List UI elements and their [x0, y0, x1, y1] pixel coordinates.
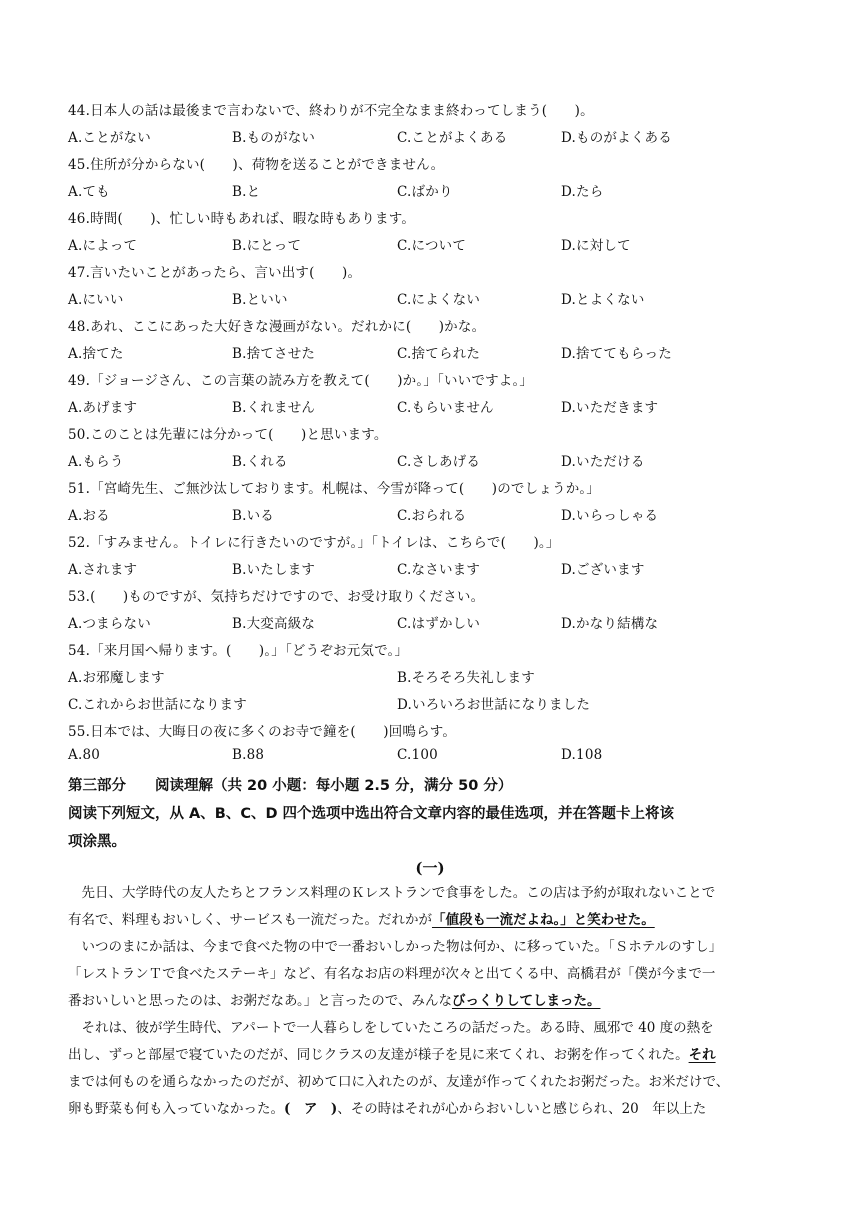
passage-text: 卵も野菜も何も入っていなかった。 — [68, 1101, 284, 1117]
passage-text: 、その時はそれが心からおいしいと感じられ、20 年以上た — [337, 1101, 707, 1117]
blank-marker: ( ア ) — [284, 1101, 338, 1117]
option-51-a: A.おる — [68, 508, 110, 524]
option-45-a: A.ても — [68, 184, 110, 200]
option-55-a: A.80 — [68, 747, 101, 763]
passage-line: までは何ものを通らなかったのだが、初めて口に入れたのが、友達が作ってくれたお粥だった。お米だけで、 — [68, 1074, 730, 1090]
option-55-c: C.100 — [397, 747, 438, 763]
option-52-d: D.ございます — [561, 562, 645, 578]
option-53-b: B.大変高級な — [232, 616, 316, 632]
question-44: 44.日本人の話は最後まで言わないで、終わりが不完全なまま終わってしまう( )。 — [68, 103, 594, 119]
passage-line — [68, 907, 796, 934]
option-50-c: C.さしあげる — [397, 454, 481, 470]
question-47: 47.言いたいことがあったら、言い出す( )。 — [68, 265, 362, 281]
option-47-c: C.によくない — [397, 292, 481, 308]
option-48-a: A.捨てた — [68, 346, 124, 362]
option-46-c: C.について — [397, 238, 467, 254]
question-45: 45.住所が分からない( )、荷物を送ることができません。 — [68, 157, 445, 173]
option-47-d: D.とよくない — [561, 292, 645, 308]
option-54-a: A.お邪魔します — [68, 670, 165, 686]
option-50-b: B.くれる — [232, 454, 288, 470]
option-54-b: B.そろそろ失礼します — [397, 670, 535, 686]
option-51-d: D.いらっしゃる — [561, 508, 659, 524]
option-49-a: A.あげます — [68, 400, 138, 416]
option-44-c: C.ことがよくある — [397, 130, 508, 146]
passage-line: それは、彼が学生時代、アパートで一人暮らしをしていたころの話だった。ある時、風邪で 40 度の熱を — [68, 1020, 714, 1036]
option-53-a: A.つまらない — [68, 616, 151, 632]
question-55: 55.日本では、大晦日の夜に多くのお寺で鐘を( )回鳴らす。 — [68, 724, 457, 740]
passage-line — [68, 1096, 796, 1123]
question-46: 46.時間( )、忙しい時もあれば、暇な時もあります。 — [68, 211, 416, 227]
option-55-d: D.108 — [561, 747, 603, 763]
option-51-c: C.おられる — [397, 508, 467, 524]
option-52-b: B.いたします — [232, 562, 316, 578]
question-54: 54.「来月国へ帰ります。( )。」「どうぞお元気で。」 — [68, 643, 409, 659]
passage-number: (一) — [415, 859, 445, 877]
option-51-b: B.いる — [232, 508, 275, 524]
option-54-d: D.いろいろお世話になりました — [397, 697, 591, 713]
option-48-d: D.捨ててもらった — [561, 346, 672, 362]
option-48-b: B.捨てさせた — [232, 346, 316, 362]
option-52-a: A.されます — [68, 562, 138, 578]
option-50-d: D.いただける — [561, 454, 645, 470]
option-45-d: D.たら — [561, 184, 604, 200]
section-instruction-line2: 项涂黑。 — [68, 834, 126, 850]
option-49-c: C.もらいません — [397, 400, 494, 416]
passage-line: いつのまにか話は、今まで食べた物の中で一番おいしかった物は何か、に移っていた。「Ｓホテルのすし」 — [68, 939, 723, 955]
question-48: 48.あれ、ここにあった大好きな漫画がない。だれかに( )かな。 — [68, 319, 486, 335]
option-52-c: C.なさいます — [397, 562, 481, 578]
option-47-a: A.にいい — [68, 292, 124, 308]
option-46-a: A.によって — [68, 238, 138, 254]
option-49-d: D.いただきます — [561, 400, 659, 416]
question-53: 53.( )ものですが、気持ちだけですので、お受け取りください。 — [68, 589, 485, 605]
option-46-b: B.にとって — [232, 238, 302, 254]
passage-line — [68, 1042, 796, 1069]
option-54-c: C.これからお世話になります — [68, 697, 247, 713]
option-46-d: D.に対して — [561, 238, 631, 254]
option-49-b: B.くれません — [232, 400, 316, 416]
option-53-c: C.はずかしい — [397, 616, 481, 632]
option-44-b: B.ものがない — [232, 130, 316, 146]
question-49: 49.「ジョージさん、この言葉の読み方を教えて( )か。」「いいですよ。」 — [68, 373, 534, 389]
underlined-phrase: びっくりしてしまった。 — [451, 993, 601, 1009]
option-44-d: D.ものがよくある — [561, 130, 672, 146]
passage-text: 番おいしいと思ったのは、お粥だなあ。」と言ったので、みんな — [68, 993, 452, 1009]
option-44-a: A.ことがない — [68, 130, 151, 146]
question-51: 51.「宮崎先生、ご無沙汰しております。札幌は、今雪が降って( )のでしょうか。」 — [68, 481, 601, 497]
underlined-word: それ — [688, 1047, 716, 1063]
passage-line — [68, 988, 796, 1015]
underlined-phrase: 「値段も一流だよね。」と笑わせた。 — [431, 912, 655, 928]
option-48-c: C.捨てられた — [397, 346, 481, 362]
section-title: 第三部分 阅读理解（共 20 小题：每小题 2.5 分，满分 50 分） — [68, 778, 513, 794]
passage-text: 出し、ずっと部屋で寝ていたのだが、同じクラスの友達が様子を見に来てくれ、お粥を作ってくれた。 — [68, 1047, 689, 1063]
option-45-b: B.と — [232, 184, 261, 200]
option-55-b: B.88 — [232, 747, 265, 763]
passage-line: 「レストランＴで食べたステーキ」など、有名なお店の料理が次々と出てくる中、高橋君が「僕が今まで一 — [68, 966, 716, 982]
section-instruction-line1: 阅读下列短文，从 A、B、C、D 四个选项中选出符合文章内容的最佳选项，并在答题卡上将该 — [68, 806, 675, 822]
option-50-a: A.もらう — [68, 454, 124, 470]
option-47-b: B.といい — [232, 292, 288, 308]
option-53-d: D.かなり結構な — [561, 616, 659, 632]
passage-text: 有名で、料理もおいしく、サービスも一流だった。だれかが — [68, 912, 432, 928]
question-52: 52.「すみません。トイレに行きたいのですが。」「トイレは、こちらで( )。」 — [68, 535, 560, 551]
option-45-c: C.ばかり — [397, 184, 453, 200]
passage-line: 先日、大学時代の友人たちとフランス料理のＫレストランで食事をした。この店は予約が取れないことで — [68, 885, 716, 901]
question-50: 50.このことは先輩には分かって( )と思います。 — [68, 427, 388, 443]
